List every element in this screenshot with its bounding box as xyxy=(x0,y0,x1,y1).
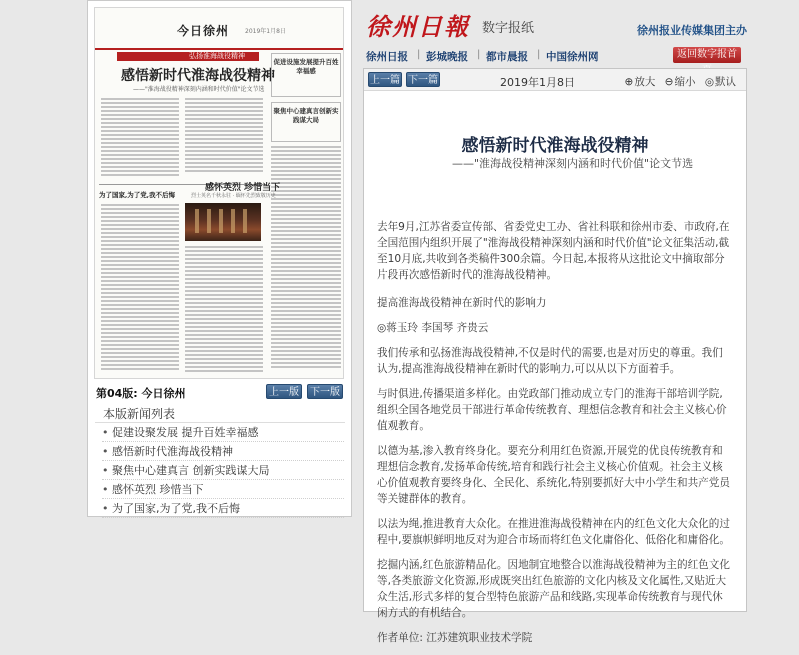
article-paragraph: 与时俱进,传播渠道多样化。由党政部门推动成立专门的淮海干部培训学院,组织全国各地党员干部进行革命传统教育、理想信念教育和社会主义核心价值观教育。 xyxy=(377,388,727,432)
thumbnail-mid-headline[interactable]: 感怀英烈 珍惜当下 xyxy=(205,183,281,193)
news-item-label[interactable]: 感怀英烈 珍惜当下 xyxy=(112,483,204,496)
article-subtitle: ——"淮海战役精神深刻内涵和时代价值"论文节选 xyxy=(452,157,694,170)
zoom-in-icon[interactable]: ⊕ xyxy=(624,76,634,88)
top-nav xyxy=(364,46,747,64)
nav-link-xuzhou-daily[interactable]: 徐州日报 xyxy=(366,51,408,63)
article-paragraph: 以德为基,渗入教育终身化。要充分利用红色资源,开展党的优良传统教育和理想信念教育,发扬革命传统,培育和践行社会主义核心价值观。社会主义核心价值观教育要终身化、全民化、系统化,特别要抓好大中小学生和共产党员等关键群体的教育。 xyxy=(377,445,730,505)
news-list-title: 本版新闻列表 xyxy=(95,405,345,423)
article-body xyxy=(377,219,733,655)
thumbnail-masthead xyxy=(95,8,343,50)
zoom-controls xyxy=(619,74,736,89)
news-list xyxy=(102,423,344,518)
left-panel xyxy=(87,0,352,517)
article-paragraph: 挖掘内涵,红色旅游精品化。因地制宜地整合以淮海战役精神为主的红色文化等,各类旅游文化资源,形成既突出红色旅游的文化内核及文化属性,又贴近大众生活,形式多样的复合型特色旅游产品和线路,实现革命传统教育与现代休闲方式的有机结合。 xyxy=(377,559,730,619)
news-item-label[interactable]: 促建设聚发展 提升百姓幸福感 xyxy=(112,426,259,439)
news-list-item[interactable] xyxy=(102,480,344,499)
thumbnail-headline[interactable]: 感悟新时代淮海战役精神 xyxy=(121,68,275,84)
default-size-icon[interactable]: ◎ xyxy=(704,76,714,88)
article-paragraph: 去年9月,江苏省委宣传部、省委党史工办、省社科联和徐州市委、市政府,在全国范围内组织开展了"淮海战役精神深刻内涵和时代价值"论文征集活动,截至10月底,共收到各类稿件300余篇。今日起,本报将从这批论文中摘取部分片段再次感悟新时代的淮海战役精神。 xyxy=(377,221,730,281)
thumbnail-side-story-2-text: 聚焦中心建真言创新实践谋大局 xyxy=(273,107,339,124)
news-list-item[interactable] xyxy=(102,499,344,518)
news-item-label[interactable]: 聚焦中心建真言 创新实践谋大局 xyxy=(112,464,270,477)
default-size-button[interactable]: 默认 xyxy=(715,76,736,88)
nav-link-pengcheng-evening[interactable]: 彭城晚报 xyxy=(426,51,468,63)
article-title: 感悟新时代淮海战役精神 xyxy=(461,136,649,156)
page-label: 第04版: 今日徐州 xyxy=(96,387,186,400)
bullet-icon: • xyxy=(102,502,109,515)
article-paragraph: 我们传承和弘扬淮海战役精神,不仅是时代的需要,也是对历史的尊重。我们认为,提高淮海战役精神在新时代的影响力,可以从以下方面着手。 xyxy=(377,347,723,375)
article-section-heading: 提高淮海战役精神在新时代的影响力 xyxy=(377,297,547,309)
brand-logo[interactable]: 徐州日報 xyxy=(366,12,470,41)
back-to-home-button[interactable]: 返回数字报首 xyxy=(673,47,741,63)
prev-article-button[interactable]: 上一篇 xyxy=(368,72,402,87)
bullet-icon: • xyxy=(102,426,109,439)
bullet-icon: • xyxy=(102,445,109,458)
thumbnail-red-bar[interactable]: 弘扬淮海战役精神 xyxy=(117,52,259,61)
zoom-out-button[interactable]: 缩小 xyxy=(674,76,696,88)
thumbnail-text-column-2 xyxy=(185,98,263,176)
nav-separator: | xyxy=(417,49,421,60)
nav-separator: | xyxy=(537,49,541,60)
nav-link-china-xuzhou[interactable]: 中国徐州网 xyxy=(546,51,599,63)
nav-separator: | xyxy=(477,49,481,60)
next-page-button[interactable]: 下一版 xyxy=(307,384,343,399)
news-list-item[interactable] xyxy=(102,461,344,480)
thumbnail-subhead: ——"淮海战役精神深刻内涵和时代价值"论文节选 xyxy=(133,86,265,93)
news-item-label[interactable]: 感悟新时代淮海战役精神 xyxy=(112,445,233,458)
thumbnail-side-story-1-text: 促进设施发展提升百姓幸福感 xyxy=(273,58,339,75)
news-list-item[interactable] xyxy=(102,423,344,442)
zoom-in-button[interactable]: 放大 xyxy=(634,76,656,88)
publisher-group: 徐州报业传媒集团主办 xyxy=(637,24,747,37)
thumbnail-side-story-2[interactable] xyxy=(271,102,341,142)
thumbnail-text-column-1 xyxy=(101,98,179,180)
thumbnail-meta: 2019年1月8日 xyxy=(245,28,286,35)
nav-link-metro-morning[interactable]: 都市晨报 xyxy=(486,51,528,63)
newspaper-page-thumbnail[interactable] xyxy=(94,7,344,379)
article-authors: ◎蒋玉玲 李国琴 齐贵云 xyxy=(377,322,489,334)
thumbnail-text-column-5 xyxy=(185,246,263,374)
zoom-out-icon[interactable]: ⊖ xyxy=(664,76,674,88)
next-article-button[interactable]: 下一篇 xyxy=(406,72,440,87)
thumbnail-logo: 今日徐州 xyxy=(177,24,230,38)
news-list-item[interactable] xyxy=(102,442,344,461)
issue-date: 2019年1月8日 xyxy=(500,76,575,89)
thumbnail-mid-subhead: 烈士英名千秋永驻 · 缅怀先烈致敬历史 xyxy=(191,193,276,199)
brand-subtitle: 数字报纸 xyxy=(482,21,535,36)
page-footer xyxy=(94,381,344,403)
thumbnail-photo[interactable] xyxy=(185,203,261,241)
article-author-unit: 作者单位: 江苏建筑职业技术学院 xyxy=(377,632,533,644)
site-header xyxy=(364,0,747,46)
thumbnail-text-column-4 xyxy=(101,204,179,374)
thumbnail-side-story-1[interactable] xyxy=(271,53,341,97)
article-paragraph: 以法为绳,推进教育大众化。在推进淮海战役精神在内的红色文化大众化的过程中,要旗帜鲜明地反对为迎合市场而将红色文化庸俗化、低俗化和庸俗化。 xyxy=(377,518,730,546)
thumbnail-text-column-3 xyxy=(271,146,341,376)
thumbnail-left-headline[interactable]: 为了国家,为了党,我不后悔 xyxy=(99,191,176,199)
article-reader xyxy=(363,68,747,644)
bullet-icon: • xyxy=(102,483,109,496)
article-toolbar xyxy=(364,69,746,91)
news-item-label[interactable]: 为了国家,为了党,我不后悔 xyxy=(112,502,240,515)
bullet-icon: • xyxy=(102,464,109,477)
prev-page-button[interactable]: 上一版 xyxy=(266,384,302,399)
